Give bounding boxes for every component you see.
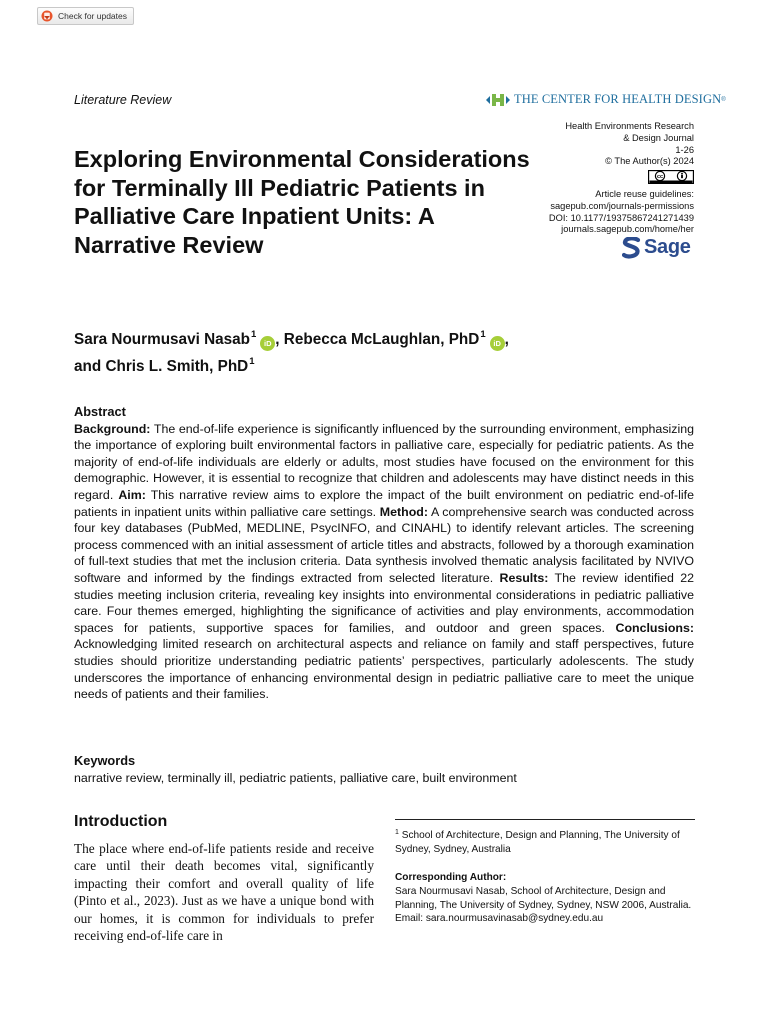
page-range: 1-26	[675, 144, 694, 155]
abstract-method-text: A comprehensive search was conducted across four key databases (PubMed, MEDLINE, PsycINFO, and CINAHL) to identify relevant articles. The screening process commenced with an initial assessment of article titles and abstracts, followed by a thorough examination of full-text studies that met the inclusion criteria. Data synthesis involved thematic analysis facilitated by NVIVO software and informed by the findings extracted from selected literature.	[74, 504, 694, 585]
affiliation-marker: 1	[251, 329, 257, 340]
sage-s-icon	[622, 237, 641, 259]
journal-homepage-link[interactable]: journals.sagepub.com/home/her	[561, 224, 694, 235]
article-type-label: Literature Review	[74, 93, 172, 107]
abstract-results-label: Results:	[499, 570, 549, 585]
introduction-text: The place where end-of-life patients reside and receive care until their death becomes vital, significantly impacting their comfort and overall quality of life (Pinto et al., 2023). Just as we have a unique bond with our homes, it is common for individuals to prefer receiving end-of-life care in	[74, 841, 374, 944]
abstract-aim-text: This narrative review aims to explore the impact of the built environment on pediatric end-of-life patients in inpatient units within palliative care settings.	[74, 487, 695, 519]
author-name: Chris L. Smith, PhD	[105, 358, 249, 375]
journal-name-line2: & Design Journal	[623, 132, 694, 143]
check-for-updates-button[interactable]	[37, 7, 134, 25]
abstract-method-label: Method:	[379, 504, 428, 519]
copyright-notice: © The Author(s) 2024	[605, 156, 694, 167]
author-conjunction: and	[74, 358, 106, 375]
svg-text:cc: cc	[656, 174, 664, 181]
corresponding-author-address: Sara Nourmusavi Nasab, School of Architecture, Design and Planning, The University of Sydney, Sydney, NSW 2006, Australia.	[395, 885, 692, 911]
corresponding-author-heading: Corresponding Author:	[395, 872, 507, 883]
article-title: Exploring Environmental Considerations for Terminally Ill Pediatric Patients in Palliative Care Inpatient Units: A Narrative Review	[74, 146, 530, 258]
keywords-heading: Keywords	[74, 753, 136, 768]
corresponding-author	[395, 871, 695, 926]
author-list: Sara Nourmusavi Nasab$^1$iD , Rebecca McLaughlan, PhD$^1$iD , and Chris L. Smith, PhD$^1$	[74, 329, 509, 375]
reuse-guidelines-link[interactable]: sagepub.com/journals-permissions	[550, 200, 694, 211]
affiliation-marker: 1	[395, 829, 399, 836]
reuse-guidelines-label: Article reuse guidelines:	[595, 188, 694, 199]
registered-mark: ®	[721, 96, 726, 103]
affiliation-footnote	[395, 826, 695, 857]
orcid-icon[interactable]: iD	[490, 336, 505, 351]
keywords-list: narrative review, terminally ill, pediatric patients, palliative care, built environment	[74, 770, 517, 785]
author-name: Sara Nourmusavi Nasab	[74, 331, 250, 348]
abstract-aim-label: Aim:	[118, 487, 146, 502]
corresponding-author-email[interactable]: Email: sara.nourmusavinasab@sydney.edu.au	[395, 913, 604, 925]
affiliation-text: School of Architecture, Design and Planning, The University of Sydney, Sydney, Australia	[395, 830, 680, 855]
footnote-divider	[395, 819, 695, 820]
abstract-conclusions-text: Acknowledging limited research on architectural aspects and reliance on family and staff perspectives, future studies should prioritize understanding pediatric patients’ perspectives, particularly adolescents. The study underscores the importance of enhancing environmental design in pediatric palliative care to meet the unique needs of patients and their families.	[74, 637, 694, 702]
health-design-logo-icon	[485, 93, 511, 107]
journal-name-line1: Health Environments Research	[565, 121, 694, 131]
doi-link[interactable]: DOI: 10.1177/19375867241271439	[548, 212, 694, 223]
orcid-icon[interactable]: iD	[260, 336, 275, 351]
check-for-updates-label: Check for updates	[58, 11, 127, 21]
introduction-heading: Introduction	[74, 813, 168, 830]
keywords-section	[74, 753, 694, 786]
check-updates-icon	[41, 10, 53, 22]
abstract-results-text: The review identified 22 studies meeting inclusion criteria, revealing key insights into environmental considerations in pediatric palliative care. Four themes emerged, highlighting the significance of activities and play environments, accommodation spaces for patients, supportive spaces for families, and outdoor and green spaces.	[74, 570, 694, 635]
abstract-background-label: Background:	[74, 421, 151, 436]
cc-by-icon[interactable]	[648, 170, 694, 184]
sage-logo[interactable]	[622, 236, 691, 259]
abstract-heading: Abstract	[74, 404, 126, 419]
abstract-section	[74, 404, 694, 703]
sage-logo-text: Sage	[644, 236, 691, 258]
affiliation-marker: 1	[480, 329, 486, 340]
abstract-conclusions-label: Conclusions:	[615, 620, 694, 635]
publisher-logo[interactable]	[485, 92, 726, 107]
abstract-background-text: The end-of-life experience is significantly influenced by the surrounding environment, emphasizing the importance of exploring built environmental factors in palliative care, especially for pediatric patients. As the majority of end-of-life individuals are elderly or adults, most studies have focused on the environment for this demographic. However, it is essential to recognize that children and adolescents may have distinct needs in this regard.	[74, 421, 695, 502]
journal-metadata	[549, 121, 694, 236]
publisher-logo-text: THE CENTER FOR HEALTH DESIGN	[514, 92, 722, 106]
author-name: Rebecca McLaughlan, PhD	[283, 331, 480, 348]
affiliation-marker: 1	[249, 356, 255, 367]
